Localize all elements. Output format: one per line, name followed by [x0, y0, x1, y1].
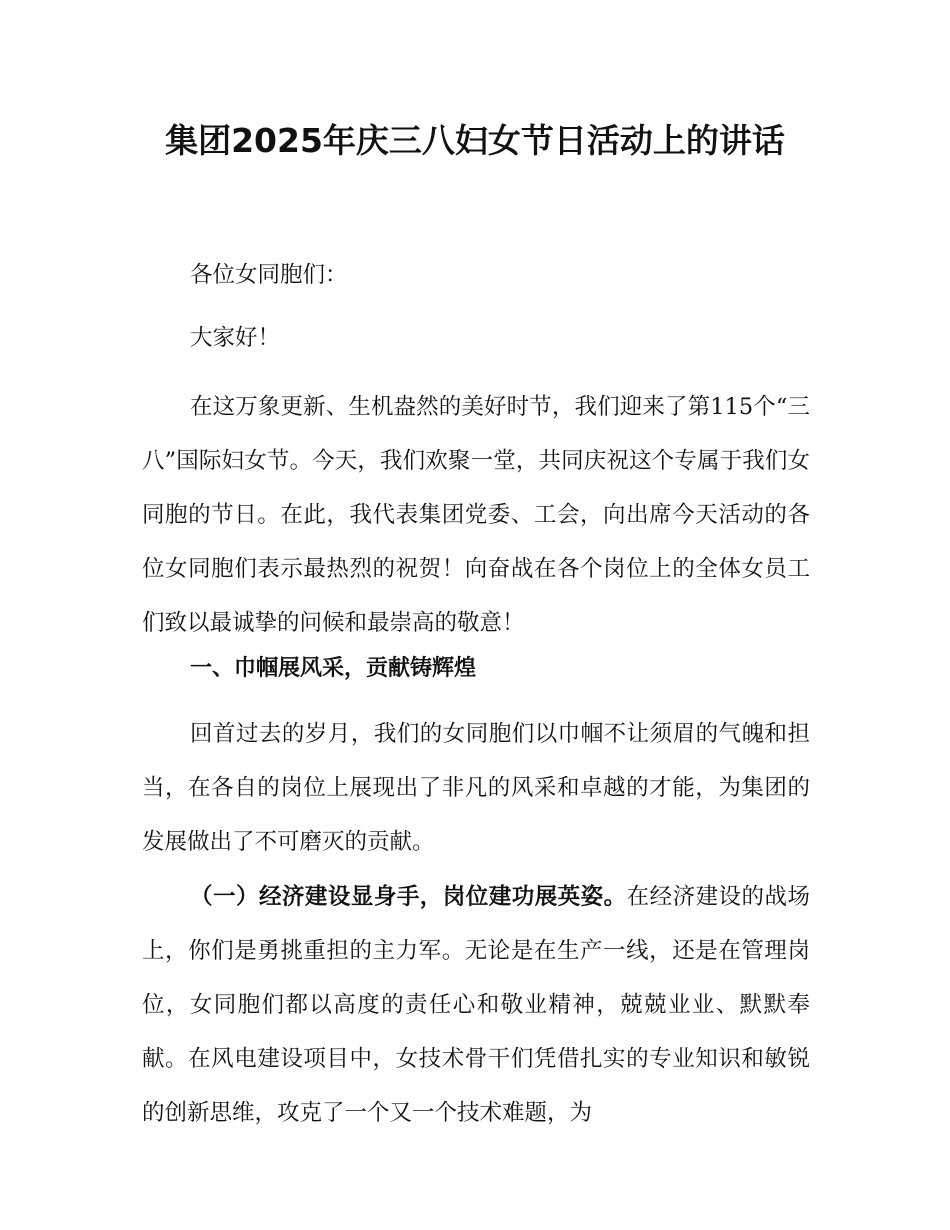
greeting: 大家好！ [190, 325, 281, 351]
subsection-body: 在经济建设的战场上，你们是勇挑重担的主力军。无论是在生产一线，还是在管理岗位，女同胞们都以高度的责任心和敬业精神，兢兢业业、默默奉献。在风电建设项目中，女技术骨干们凭借扎实的专业知识和敏锐的创新思维，攻克了一个又一个技术难题，为 [142, 884, 810, 1126]
subsection-lead: （一）经济建设显身手，岗位建功展英姿。 [190, 884, 627, 910]
subsection-paragraph [142, 870, 810, 1140]
salutation: 各位女同胞们： [190, 262, 348, 288]
intro-paragraph: 在这万象更新、生机盎然的美好时节，我们迎来了第115个“三八”国际妇女节。今天，我们欢聚一堂，共同庆祝这个专属于我们女同胞的节日。在此，我代表集团党委、工会，向出席今天活动的各位女同胞们表示最热烈的祝贺！向奋战在各个岗位上的全体女员工们致以最诚挚的问候和最崇高的敬意！ [142, 394, 810, 636]
section-heading: 一、巾帼展风采，贡献铸辉煌 [190, 656, 477, 681]
section-paragraph: 回首过去的岁月，我们的女同胞们以巾帼不让须眉的气魄和担当，在各自的岗位上展现出了非凡的风采和卓越的才能，为集团的发展做出了不可磨灭的贡献。 [142, 721, 810, 855]
document-title: 集团2025年庆三八妇女节日活动上的讲话 [165, 121, 785, 160]
